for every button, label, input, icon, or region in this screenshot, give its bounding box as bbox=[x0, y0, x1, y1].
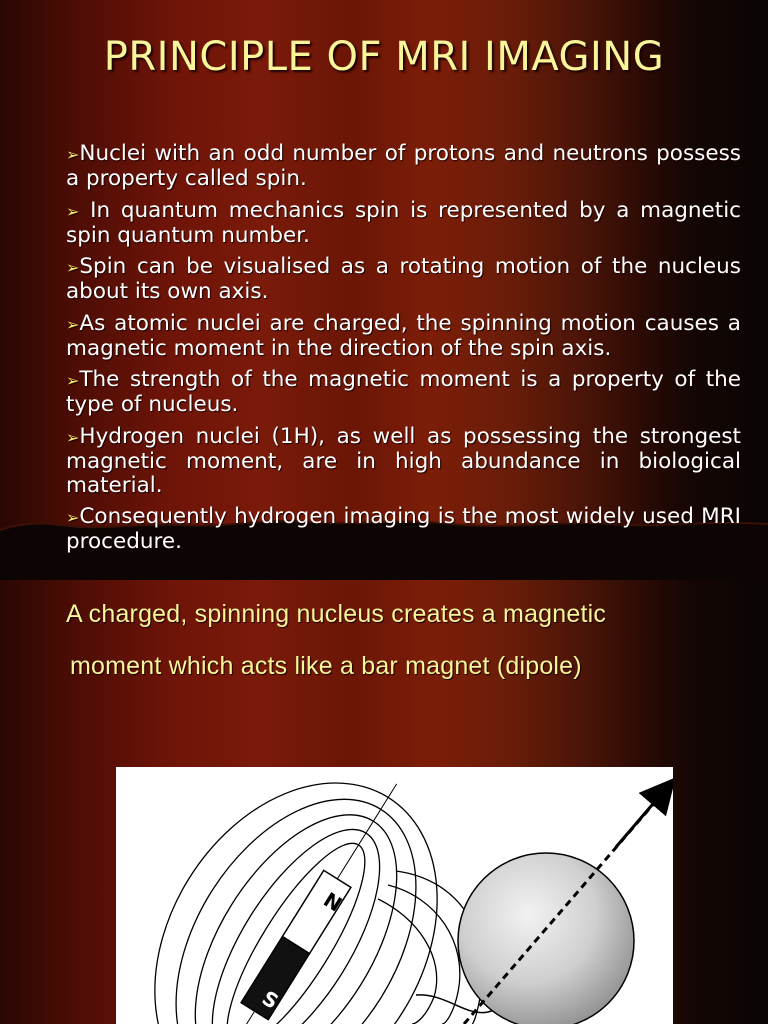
bullet-arrow-icon: ➢ bbox=[66, 258, 80, 277]
bar-magnet-diagram bbox=[116, 767, 673, 1024]
bullet-arrow-icon: ➢ bbox=[66, 314, 80, 334]
bullet-text: Spin can be visualised as a rotating motion of the nucleus about its own axis. bbox=[66, 254, 741, 304]
bullet-arrow-icon: ➢ bbox=[66, 371, 80, 390]
bullet-text: In quantum mechanics spin is represented by a magnetic spin quantum number. bbox=[66, 197, 741, 248]
north-pole-label: N bbox=[319, 887, 347, 917]
bullet-text: Nuclei with an odd number of protons and neutrons possess a property called spin. bbox=[66, 141, 741, 191]
bullet-item bbox=[66, 255, 741, 304]
bullet-item bbox=[66, 505, 741, 554]
bullet-arrow-icon: ➢ bbox=[66, 427, 80, 447]
south-pole-label: S bbox=[257, 985, 283, 1014]
bullet-arrow-icon: ➢ bbox=[66, 508, 80, 527]
nucleus-sphere bbox=[458, 853, 634, 1024]
magnetic-moment-arrow-icon bbox=[616, 791, 664, 847]
bullet-item bbox=[66, 368, 741, 417]
caption-line-1: A charged, spinning nucleus creates a magnetic bbox=[66, 600, 607, 628]
bullet-text: Consequently hydrogen imaging is the most widely used MRI procedure. bbox=[66, 504, 741, 554]
caption-line-2: moment which acts like a bar magnet (dipole) bbox=[70, 652, 582, 680]
bullet-arrow-icon: ➢ bbox=[66, 145, 80, 164]
bullet-text: The strength of the magnetic moment is a property of the type of nucleus. bbox=[66, 367, 741, 417]
bullet-text: Hydrogen nuclei (1H), as well as possessing the strongest magnetic moment, are in high abundance in biological material. bbox=[66, 423, 741, 498]
slide-title: PRINCIPLE OF MRI IMAGING bbox=[103, 34, 665, 80]
bullet-list bbox=[66, 142, 741, 562]
bullet-item bbox=[66, 312, 741, 361]
bullet-item bbox=[66, 199, 741, 248]
bullet-text: As atomic nuclei are charged, the spinning motion causes a magnetic moment in the direction of the spin axis. bbox=[66, 310, 741, 361]
dipole-figure bbox=[116, 767, 673, 1024]
bullet-item bbox=[66, 425, 741, 498]
bullet-item bbox=[66, 142, 741, 191]
bullet-arrow-icon: ➢ bbox=[66, 201, 80, 221]
